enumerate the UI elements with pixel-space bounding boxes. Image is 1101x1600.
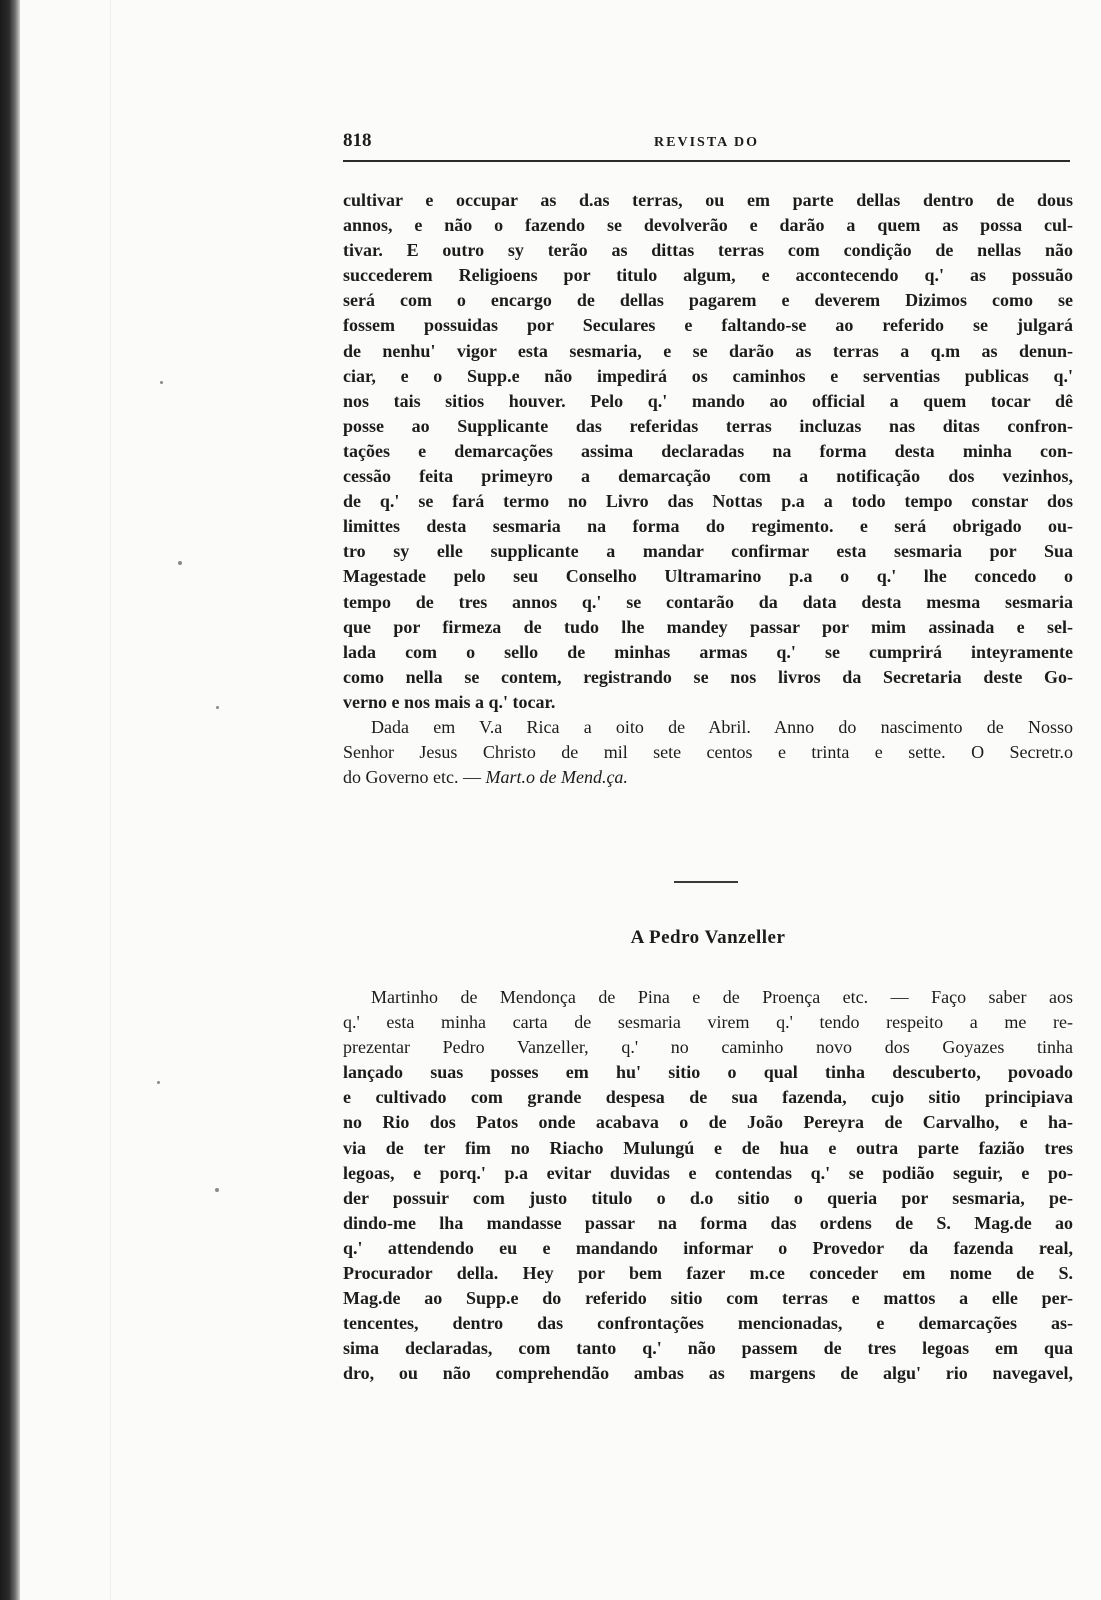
text-line: Magestade pelo seu Conselho Ultramarino p.a o q.' lhe concedo o [343, 566, 1073, 587]
paragraph-dating [343, 715, 1073, 790]
text-line: tempo de tres annos q.' se contarão da data desta mesma sesmaria [343, 591, 1073, 612]
text-line: como nella se contem, registrando se nos livros da Secretaria deste Go- [343, 666, 1073, 687]
paper-speck [160, 381, 163, 384]
paper-speck [178, 561, 182, 565]
text-line: nos tais sitios houver. Pelo q.' mando ao official a quem tocar dê [343, 390, 1073, 411]
text-line: cultivar e occupar as d.as terras, ou em parte dellas dentro de dous [343, 190, 1073, 210]
text-line: Dada em V.a Rica a oito de Abril. Anno do nascimento de Nosso [371, 717, 1073, 737]
text-line: limittes desta sesmaria na forma do regimento. e será obrigado ou- [343, 516, 1073, 537]
text-line: será com o encargo de dellas pagarem e deverem Dizimos como se [343, 290, 1073, 311]
paragraph-sesmaria-terms [343, 188, 1073, 715]
page-header [343, 130, 1070, 156]
text-line: Mag.de ao Supp.e do referido sitio com terras e mattos a elle per- [343, 1288, 1073, 1309]
text-line: tro sy elle supplicante a mandar confirmar esta sesmaria por Sua [343, 541, 1073, 562]
page-number: 818 [343, 130, 372, 151]
text-line: dindo-me lha mandasse passar na forma das ordens de S. Mag.de ao [343, 1212, 1073, 1233]
text-line: posse ao Supplicante das referidas terras incluzas nas ditas confron- [343, 415, 1073, 436]
text-line: fossem possuidas por Seculares e faltando-se ao referido se julgará [343, 315, 1073, 336]
paragraph-vanzeller-grant [343, 985, 1073, 1387]
section-separator [674, 881, 738, 883]
closing-prefix: do Governo etc. — [343, 767, 486, 788]
page-binding-shadow [0, 0, 20, 1600]
section-title: A Pedro Vanzeller [630, 927, 786, 948]
text-line: sima declaradas, com tanto q.' não passem de tres legoas em qua [343, 1338, 1073, 1359]
running-head: REVISTA DO [654, 135, 759, 150]
text-line: dro, ou não comprehendão ambas as margens de algu' rio navegavel, [343, 1363, 1073, 1384]
text-line: Senhor Jesus Christo de mil sete centos e trinta e sette. O Secretr.o [343, 742, 1073, 763]
text-line: annos, e não o fazendo se devolverão e darão a quem as possa cul- [343, 215, 1073, 236]
text-line: prezentar Pedro Vanzeller, q.' no caminho novo dos Goyazes tinha [343, 1037, 1073, 1058]
text-line: Procurador della. Hey por bem fazer m.ce conceder em nome de S. [343, 1263, 1073, 1284]
text-line: lançado suas posses em hu' sitio o qual tinha descuberto, povoado [343, 1062, 1073, 1083]
text-line: tações e demarcações assima declaradas na forma desta minha con- [343, 440, 1073, 461]
header-rule [343, 160, 1070, 165]
text-line: verno e nos mais a q.' tocar. [343, 691, 556, 712]
closing-line [343, 765, 1073, 790]
text-line: que por firmeza de tudo lhe mandey passar por mim assinada e sel- [343, 616, 1073, 637]
text-line: der possuir com justo titulo o d.o sitio o queria por sesmaria, pe- [343, 1187, 1073, 1208]
secretary-signature: Mart.o de Mend.ça. [485, 767, 628, 788]
page-fold-line [110, 0, 111, 1600]
text-line: ciar, e o Supp.e não impedirá os caminhos e serventias publicas q.' [343, 365, 1073, 386]
text-line: de q.' se fará termo no Livro das Nottas p.a a todo tempo constar dos [343, 491, 1073, 512]
text-line: q.' esta minha carta de sesmaria virem q.' tendo respeito a me re- [343, 1012, 1073, 1033]
text-line: lada com o sello de minhas armas q.' se cumprirá inteyramente [343, 641, 1073, 662]
text-line: succederem Religioens por titulo algum, e accontecendo q.' as possuão [343, 265, 1073, 286]
text-line: e cultivado com grande despesa de sua fazenda, cujo sitio principiava [343, 1087, 1073, 1108]
text-line: Martinho de Mendonça de Pina e de Proença etc. — Faço saber aos [371, 987, 1073, 1007]
paper-speck [216, 706, 219, 709]
text-line: no Rio dos Patos onde acabava o de João Pereyra de Carvalho, e ha- [343, 1112, 1073, 1133]
text-line: de nenhu' vigor esta sesmaria, e se darão as terras a q.m as denun- [343, 340, 1073, 361]
text-line: via de ter fim no Riacho Mulungú e de hua e outra parte fazião tres [343, 1137, 1073, 1158]
text-line: tivar. E outro sy terão as dittas terras com condição de nellas não [343, 240, 1073, 261]
text-line: legoas, e porq.' p.a evitar duvidas e contendas q.' se podião seguir, e po- [343, 1162, 1073, 1183]
text-line: cessão feita primeyro a demarcação com a notificação dos vezinhos, [343, 466, 1073, 487]
text-line: q.' attendendo eu e mandando informar o Provedor da fazenda real, [343, 1237, 1073, 1258]
text-line: tencentes, dentro das confrontações mencionadas, e demarcações as- [343, 1313, 1073, 1334]
paper-speck [157, 1081, 160, 1084]
paper-speck [215, 1188, 219, 1192]
